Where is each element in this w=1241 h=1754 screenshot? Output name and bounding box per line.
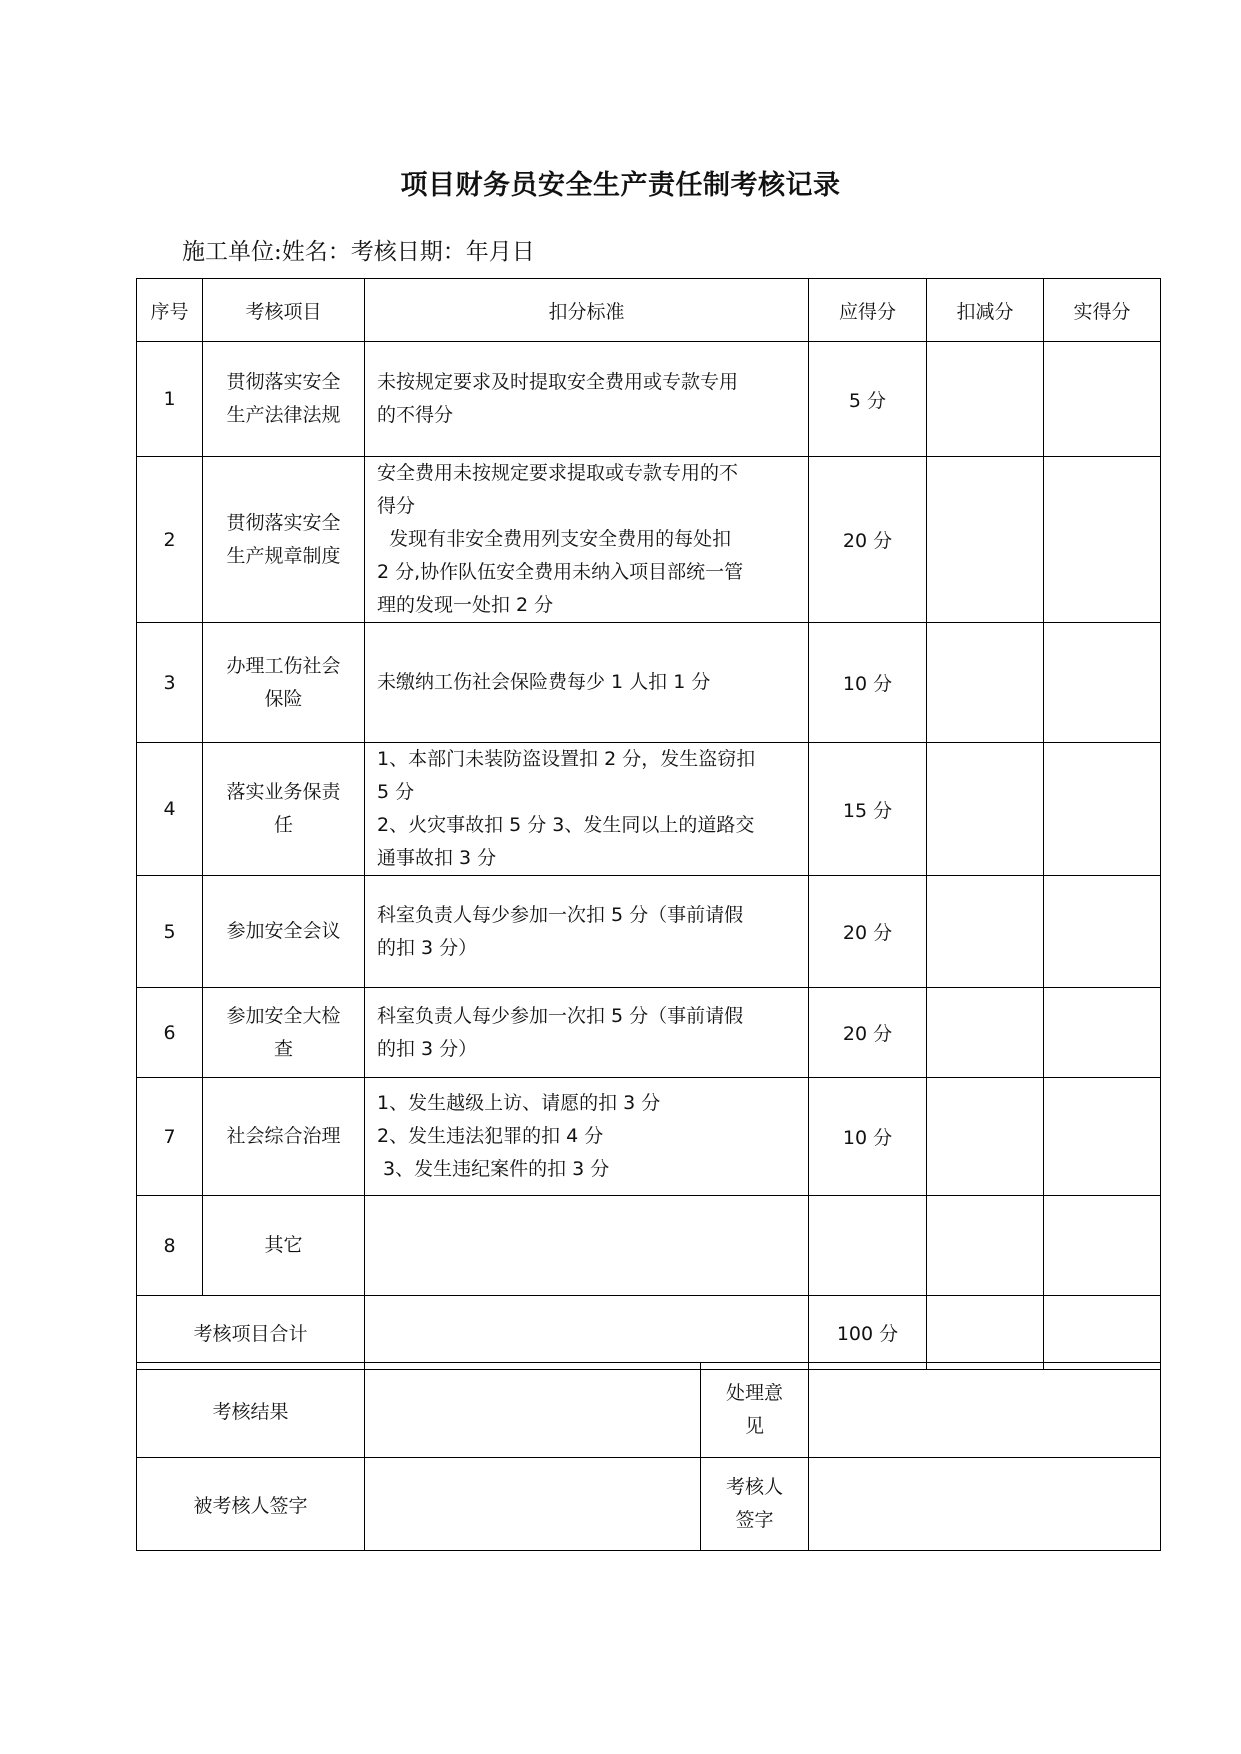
result-label: 考核结果 xyxy=(137,1363,365,1458)
row-score: 10 分 xyxy=(809,623,927,743)
table-row xyxy=(137,457,1161,623)
signature-row xyxy=(137,1458,1161,1551)
row-score xyxy=(809,1196,927,1296)
row-score: 20 分 xyxy=(809,457,927,623)
row-actual-cell xyxy=(1044,743,1161,876)
total-row xyxy=(137,1296,1161,1370)
row-actual-cell xyxy=(1044,876,1161,988)
assessor-value-cell xyxy=(809,1458,1161,1551)
table-header-row xyxy=(137,279,1161,342)
header-deduction: 扣减分 xyxy=(927,279,1044,342)
row-score: 10 分 xyxy=(809,1078,927,1196)
header-criteria: 扣分标准 xyxy=(365,279,809,342)
row-actual-cell xyxy=(1044,1196,1161,1296)
total-label: 考核项目合计 xyxy=(137,1296,365,1370)
row-no: 7 xyxy=(137,1078,203,1196)
row-item: 办理工伤社会 保险 xyxy=(203,623,365,743)
table-row xyxy=(137,743,1161,876)
row-deduction-cell xyxy=(927,1078,1044,1196)
opinion-value-cell xyxy=(809,1363,1161,1458)
document-title: 项目财务员安全生产责任制考核记录 xyxy=(400,170,841,201)
row-item: 落实业务保责 任 xyxy=(203,743,365,876)
table-row xyxy=(137,876,1161,988)
row-score: 5 分 xyxy=(809,342,927,457)
row-criteria: 科室负责人每少参加一次扣 5 分（事前请假 的扣 3 分） xyxy=(365,876,809,988)
total-deduction-cell xyxy=(927,1296,1044,1370)
row-no: 1 xyxy=(137,342,203,457)
signature-label: 被考核人签字 xyxy=(137,1458,365,1551)
row-deduction-cell xyxy=(927,876,1044,988)
row-item: 贯彻落实安全 生产法律法规 xyxy=(203,342,365,457)
table-row xyxy=(137,988,1161,1078)
row-item: 参加安全会议 xyxy=(203,876,365,988)
row-actual-cell xyxy=(1044,457,1161,623)
row-no: 6 xyxy=(137,988,203,1078)
row-criteria xyxy=(365,1196,809,1296)
row-deduction-cell xyxy=(927,457,1044,623)
result-signature-table xyxy=(136,1362,1161,1551)
row-deduction-cell xyxy=(927,342,1044,457)
row-criteria: 未按规定要求及时提取安全费用或专款专用 的不得分 xyxy=(365,342,809,457)
row-criteria: 1、本部门未装防盗设置扣 2 分，发生盗窃扣 5 分 2、火灾事故扣 5 分 3、发生同以上的道路交 通事故扣 3 分 xyxy=(365,743,809,876)
result-value-cell xyxy=(365,1363,701,1458)
row-score: 20 分 xyxy=(809,988,927,1078)
assessor-label: 考核人 签字 xyxy=(701,1458,809,1551)
header-max-score: 应得分 xyxy=(809,279,927,342)
row-actual-cell xyxy=(1044,623,1161,743)
row-deduction-cell xyxy=(927,988,1044,1078)
row-no: 4 xyxy=(137,743,203,876)
row-deduction-cell xyxy=(927,743,1044,876)
row-criteria: 科室负责人每少参加一次扣 5 分（事前请假 的扣 3 分） xyxy=(365,988,809,1078)
table-row xyxy=(137,1196,1161,1296)
row-criteria: 1、发生越级上访、请愿的扣 3 分 2、发生违法犯罪的扣 4 分 3、发生违纪案件的扣 3 分 xyxy=(365,1078,809,1196)
total-score: 100 分 xyxy=(809,1296,927,1370)
row-no: 8 xyxy=(137,1196,203,1296)
row-criteria: 安全费用未按规定要求提取或专款专用的不 得分 发现有非安全费用列支安全费用的每处扣 2 分,协作队伍安全费用未纳入项目部统一管 理的发现一处扣 2 分 xyxy=(365,457,809,623)
table-row xyxy=(137,623,1161,743)
row-actual-cell xyxy=(1044,988,1161,1078)
row-no: 2 xyxy=(137,457,203,623)
row-criteria: 未缴纳工伤社会保险费每少 1 人扣 1 分 xyxy=(365,623,809,743)
assessment-table xyxy=(136,278,1161,1370)
table-row xyxy=(137,342,1161,457)
row-deduction-cell xyxy=(927,1196,1044,1296)
row-no: 5 xyxy=(137,876,203,988)
row-deduction-cell xyxy=(927,623,1044,743)
header-item: 考核项目 xyxy=(203,279,365,342)
signature-value-cell xyxy=(365,1458,701,1551)
row-item: 其它 xyxy=(203,1196,365,1296)
header-no: 序号 xyxy=(137,279,203,342)
total-blank-cell xyxy=(365,1296,809,1370)
row-score: 15 分 xyxy=(809,743,927,876)
opinion-label: 处理意 见 xyxy=(701,1363,809,1458)
row-item: 参加安全大检 查 xyxy=(203,988,365,1078)
table-row xyxy=(137,1078,1161,1196)
header-meta-line: 施工单位:姓名：考核日期：年月日 xyxy=(182,239,535,265)
row-actual-cell xyxy=(1044,1078,1161,1196)
row-actual-cell xyxy=(1044,342,1161,457)
row-no: 3 xyxy=(137,623,203,743)
row-item: 贯彻落实安全 生产规章制度 xyxy=(203,457,365,623)
total-actual-cell xyxy=(1044,1296,1161,1370)
row-item: 社会综合治理 xyxy=(203,1078,365,1196)
result-row xyxy=(137,1363,1161,1458)
header-actual: 实得分 xyxy=(1044,279,1161,342)
row-score: 20 分 xyxy=(809,876,927,988)
